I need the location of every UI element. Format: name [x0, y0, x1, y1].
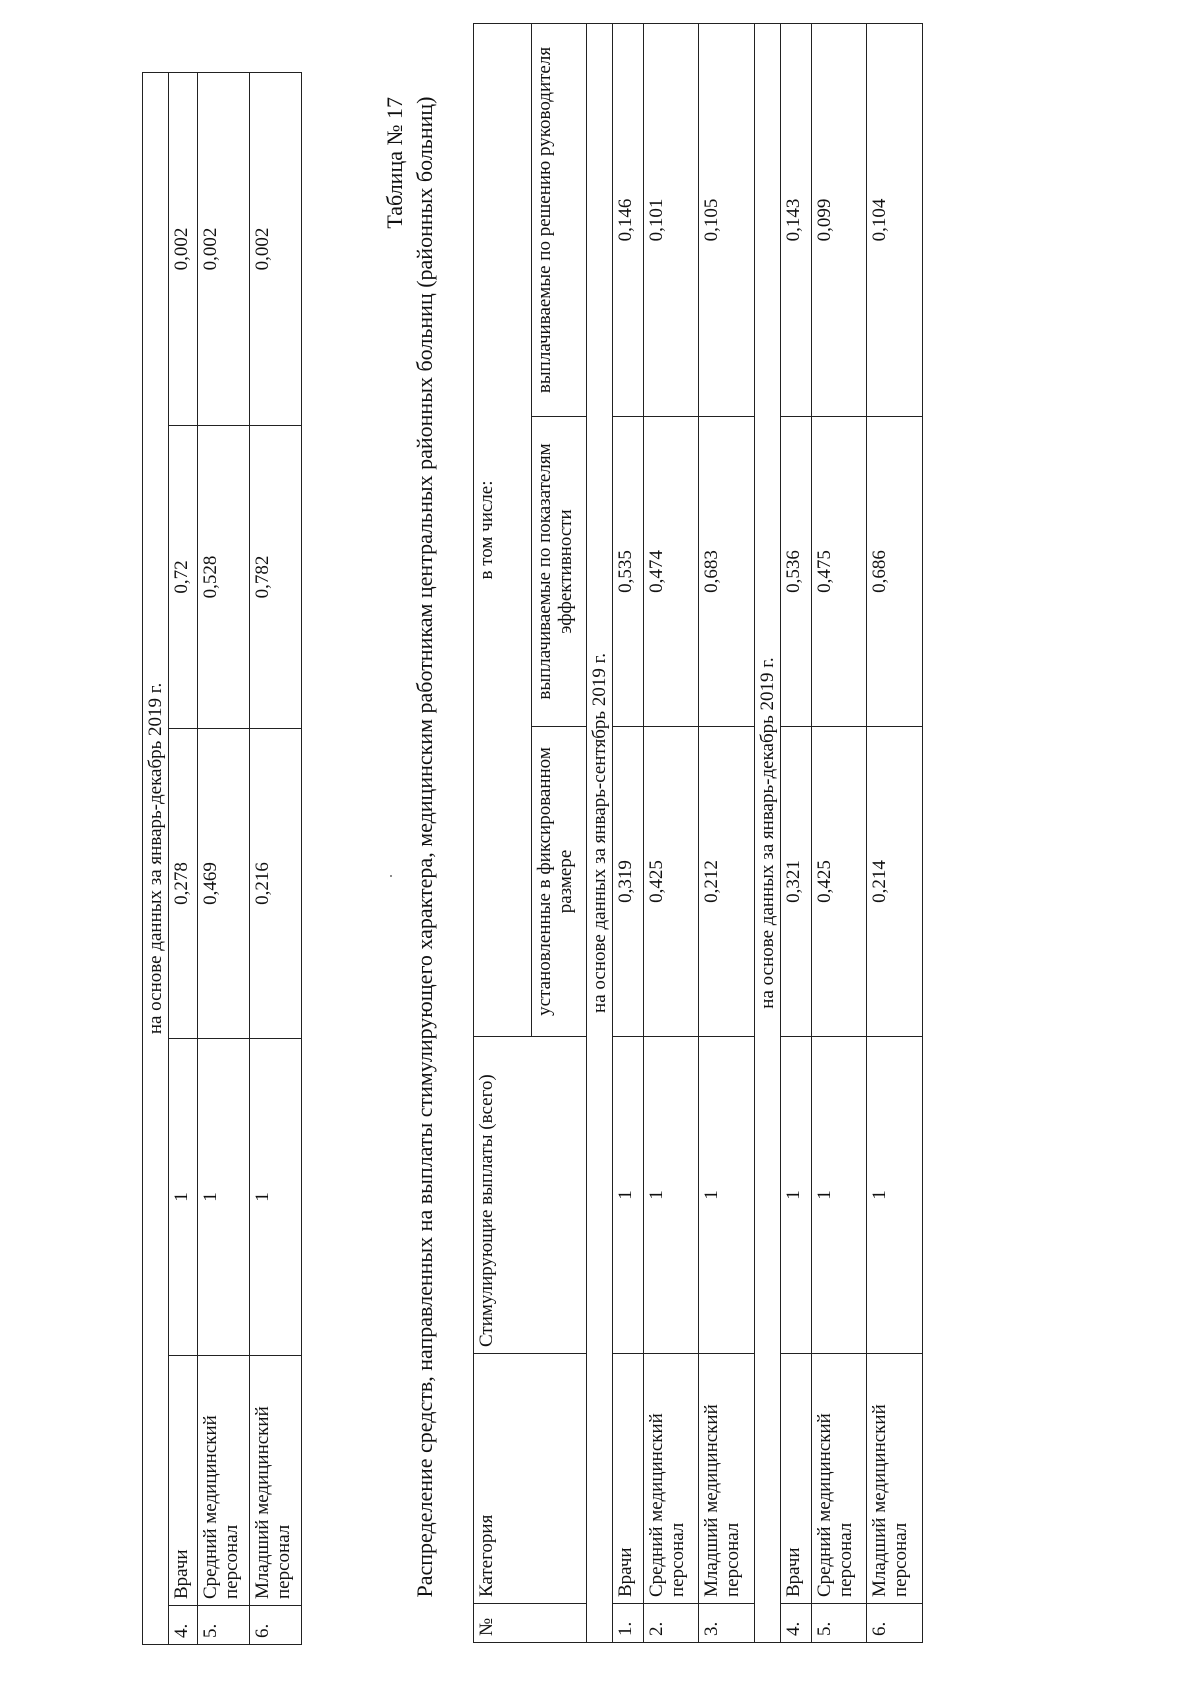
fixed-cell: 0,278 — [169, 729, 198, 1039]
section-row — [587, 23, 613, 1642]
efficiency-cell: 0,686 — [867, 417, 923, 727]
fixed-cell: 0,216 — [250, 729, 302, 1039]
header-fixed: установленные в фиксированном размере — [532, 727, 587, 1037]
header-manager: выплачиваемые по решению руководителя — [532, 23, 587, 416]
manager-cell: 0,002 — [198, 72, 250, 425]
efficiency-cell: 0,528 — [198, 426, 250, 729]
row-number: 2. — [644, 1604, 699, 1643]
manager-cell: 0,101 — [644, 23, 699, 416]
table-row — [867, 23, 923, 1642]
manager-cell: 0,099 — [812, 23, 867, 416]
total-cell: 1 — [198, 1039, 250, 1356]
row-number: 6. — [250, 1606, 302, 1645]
category-cell: Средний медицинский персонал — [812, 1354, 867, 1604]
row-number: 4. — [169, 1606, 198, 1645]
fixed-cell: 0,212 — [699, 727, 755, 1037]
section-row — [143, 72, 169, 1644]
main-table — [473, 23, 923, 1643]
efficiency-cell: 0,72 — [169, 426, 198, 729]
manager-cell: 0,105 — [699, 23, 755, 416]
efficiency-cell: 0,683 — [699, 417, 755, 727]
table-row — [812, 23, 867, 1642]
fixed-cell: 0,469 — [198, 729, 250, 1039]
total-cell: 1 — [781, 1037, 812, 1354]
header-total: Стимулирующие выплаты (всего) — [474, 1037, 587, 1354]
header-category: Категория — [474, 1354, 587, 1604]
section-label: на основе данных за январь-декабрь 2019 г. — [143, 72, 169, 1644]
efficiency-cell: 0,535 — [613, 417, 644, 727]
efficiency-cell: 0,475 — [812, 417, 867, 727]
category-cell: Младший медицинский персонал — [867, 1354, 923, 1604]
category-cell: Врачи — [781, 1354, 812, 1604]
section-label: на основе данных за январь-сентябрь 2019 г. — [587, 23, 613, 1642]
category-cell: Младший медицинский персонал — [699, 1354, 755, 1604]
fixed-cell: 0,214 — [867, 727, 923, 1037]
table-row — [699, 23, 755, 1642]
fixed-cell: 0,425 — [812, 727, 867, 1037]
total-cell: 1 — [169, 1039, 198, 1356]
row-number: 3. — [699, 1604, 755, 1643]
row-number: 1. — [613, 1604, 644, 1643]
header-row — [474, 23, 532, 1642]
table-row — [169, 72, 198, 1644]
table-title: Распределение средств, направленных на выплаты стимулирующего характера, медицинским работникам центральных районных больниц (районных больниц) — [412, 96, 437, 1598]
header-efficiency: выплачиваемые по показателям эффективности — [532, 417, 587, 727]
manager-cell: 0,104 — [867, 23, 923, 416]
fixed-cell: 0,319 — [613, 727, 644, 1037]
row-number: 5. — [198, 1606, 250, 1645]
row-number: 5. — [812, 1604, 867, 1643]
table-row — [781, 23, 812, 1642]
manager-cell: 0,002 — [169, 72, 198, 425]
table-row — [198, 72, 250, 1644]
manager-cell: 0,143 — [781, 23, 812, 416]
category-cell: Врачи — [169, 1356, 198, 1606]
category-cell: Средний медицинский персонал — [644, 1354, 699, 1604]
section-row — [755, 23, 781, 1642]
efficiency-cell: 0,782 — [250, 426, 302, 729]
table-row — [250, 72, 302, 1644]
category-cell: Средний медицинский персонал — [198, 1356, 250, 1606]
category-cell: Младший медицинский персонал — [250, 1356, 302, 1606]
manager-cell: 0,146 — [613, 23, 644, 416]
total-cell: 1 — [250, 1039, 302, 1356]
section-label: на основе данных за январь-декабрь 2019 г. — [755, 23, 781, 1642]
fixed-cell: 0,321 — [781, 727, 812, 1037]
table-row — [644, 23, 699, 1642]
total-cell: 1 — [812, 1037, 867, 1354]
scan-speck — [390, 875, 392, 877]
row-number: 4. — [781, 1604, 812, 1643]
row-number: 6. — [867, 1604, 923, 1643]
total-cell: 1 — [644, 1037, 699, 1354]
total-cell: 1 — [699, 1037, 755, 1354]
table-number: Таблица № 17 — [382, 97, 407, 229]
top-table — [142, 72, 302, 1645]
efficiency-cell: 0,474 — [644, 417, 699, 727]
fixed-cell: 0,425 — [644, 727, 699, 1037]
header-num: № — [474, 1604, 587, 1643]
header-including: в том числе: — [474, 23, 532, 1036]
table-row — [613, 23, 644, 1642]
total-cell: 1 — [613, 1037, 644, 1354]
total-cell: 1 — [867, 1037, 923, 1354]
category-cell: Врачи — [613, 1354, 644, 1604]
manager-cell: 0,002 — [250, 72, 302, 425]
efficiency-cell: 0,536 — [781, 417, 812, 727]
